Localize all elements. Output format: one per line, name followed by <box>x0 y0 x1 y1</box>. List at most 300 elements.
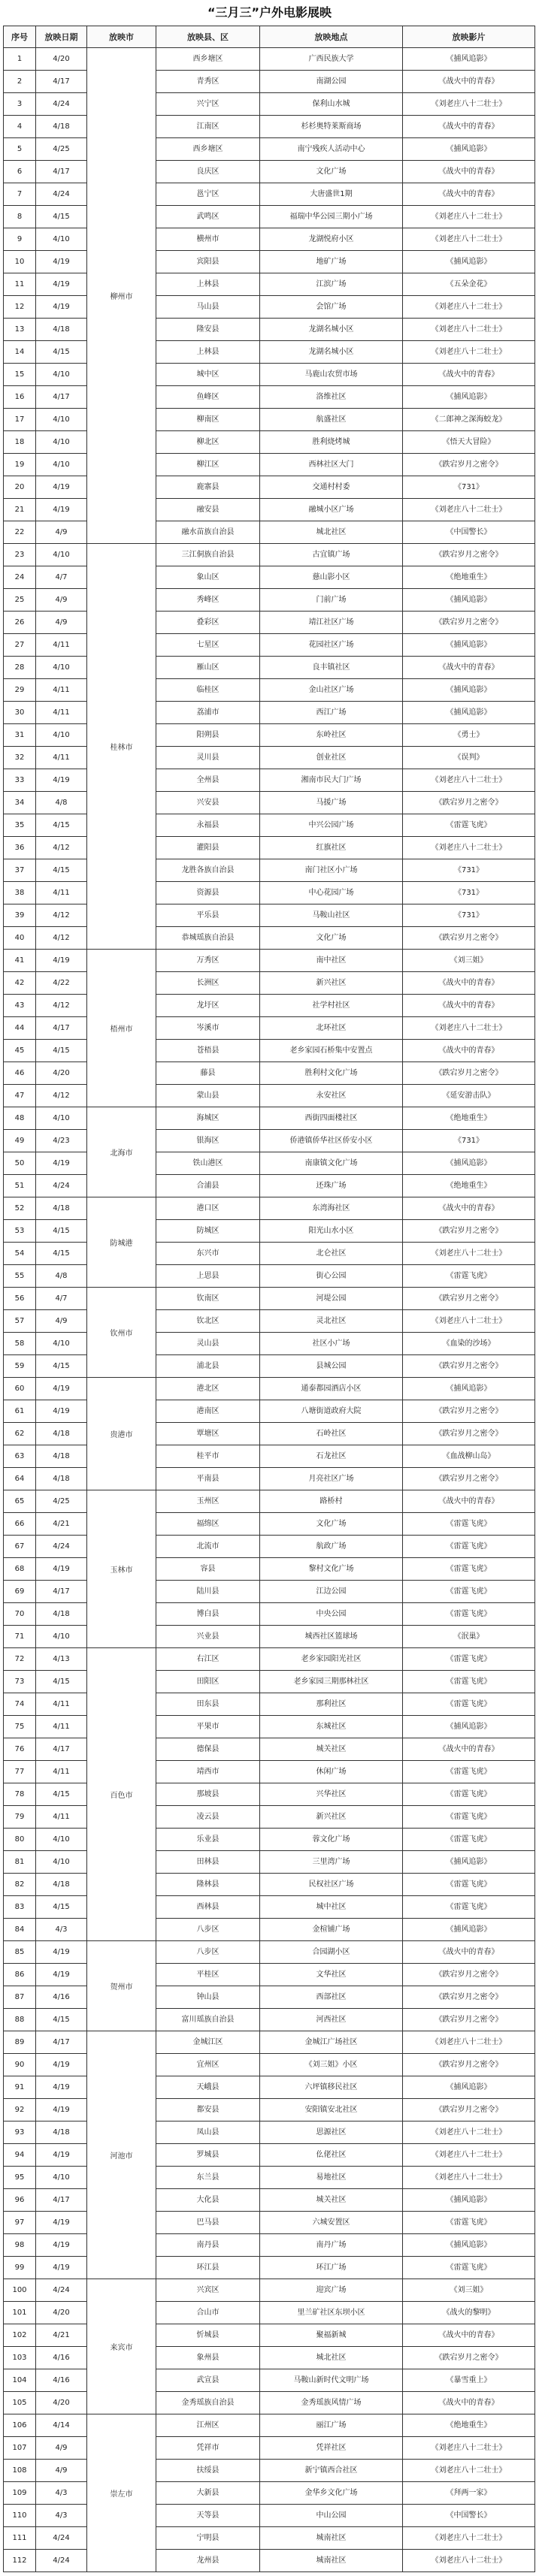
film-cell: 《雷霆飞虎》 <box>403 1693 535 1716</box>
location-cell: 休闲广场 <box>260 1761 403 1783</box>
header-county: 放映县、区 <box>156 26 260 48</box>
county-cell: 兴宾区 <box>156 2279 260 2302</box>
header-index: 序号 <box>3 26 36 48</box>
film-cell: 《捕风追影》 <box>403 48 535 71</box>
county-cell: 柳南区 <box>156 409 260 431</box>
date-cell: 4/20 <box>36 48 87 71</box>
index-cell: 30 <box>3 702 36 724</box>
date-cell: 4/17 <box>36 1017 87 1040</box>
index-cell: 19 <box>3 454 36 476</box>
date-cell: 4/15 <box>36 1355 87 1378</box>
date-cell: 4/19 <box>36 296 87 319</box>
location-cell: 聚福新城 <box>260 2324 403 2347</box>
index-cell: 83 <box>3 1896 36 1919</box>
table-row <box>3 1175 535 1197</box>
film-cell: 《刘老庄八十二壮士》 <box>403 2122 535 2144</box>
county-cell: 平桂区 <box>156 1964 260 1986</box>
location-cell: 花园社区广场 <box>260 634 403 657</box>
film-cell: 《捕风追影》 <box>403 679 535 702</box>
date-cell: 4/18 <box>36 1445 87 1468</box>
film-cell: 《捕风追影》 <box>403 1716 535 1738</box>
film-cell: 《刘老庄八十二壮士》 <box>403 2144 535 2167</box>
county-cell: 凭祥市 <box>156 2437 260 2460</box>
location-cell: 中山公园 <box>260 2505 403 2527</box>
index-cell: 91 <box>3 2076 36 2099</box>
index-cell: 47 <box>3 1085 36 1107</box>
table-row <box>3 2212 535 2234</box>
table-row <box>3 2347 535 2369</box>
index-cell: 103 <box>3 2347 36 2369</box>
film-cell: 《勇士》 <box>403 724 535 747</box>
film-cell: 《战火中的青春》 <box>403 972 535 995</box>
film-cell: 《战火中的青春》 <box>403 116 535 138</box>
county-cell: 大化县 <box>156 2189 260 2212</box>
table-row <box>3 319 535 341</box>
index-cell: 106 <box>3 2414 36 2437</box>
header-film: 放映影片 <box>403 26 535 48</box>
county-cell: 田阳区 <box>156 1671 260 1693</box>
location-cell: 马援广场 <box>260 792 403 814</box>
location-cell: 江边公园 <box>260 1581 403 1603</box>
index-cell: 37 <box>3 859 36 882</box>
location-cell: 胜利烧烤城 <box>260 431 403 454</box>
location-cell: 还珠广场 <box>260 1175 403 1197</box>
header-city: 放映市 <box>87 26 156 48</box>
table-row <box>3 364 535 386</box>
index-cell: 69 <box>3 1581 36 1603</box>
date-cell: 4/3 <box>36 2505 87 2527</box>
film-cell: 《刘老庄八十二壮士》 <box>403 296 535 319</box>
date-cell: 4/3 <box>36 2482 87 2505</box>
location-cell: 新兴社区 <box>260 972 403 995</box>
date-cell: 4/17 <box>36 161 87 183</box>
film-cell: 《战火中的青春》 <box>403 995 535 1017</box>
index-cell: 54 <box>3 1243 36 1265</box>
index-cell: 50 <box>3 1152 36 1175</box>
table-row <box>3 566 535 589</box>
location-cell: 西部社区 <box>260 1986 403 2009</box>
table-row <box>3 1288 535 1310</box>
index-cell: 66 <box>3 1513 36 1536</box>
location-cell: 社区小广场 <box>260 1333 403 1355</box>
county-cell: 青秀区 <box>156 71 260 93</box>
table-row <box>3 859 535 882</box>
film-cell: 《雷霆飞虎》 <box>403 1603 535 1626</box>
county-cell: 天等县 <box>156 2505 260 2527</box>
location-cell: 慈山影小区 <box>260 566 403 589</box>
index-cell: 72 <box>3 1648 36 1671</box>
index-cell: 43 <box>3 995 36 1017</box>
table-row <box>3 1130 535 1152</box>
county-cell: 上林县 <box>156 341 260 364</box>
county-cell: 平果市 <box>156 1716 260 1738</box>
date-cell: 4/25 <box>36 138 87 161</box>
table-row <box>3 2482 535 2505</box>
table-row <box>3 1986 535 2009</box>
film-cell: 《731》 <box>403 859 535 882</box>
date-cell: 4/9 <box>36 521 87 544</box>
date-cell: 4/15 <box>36 341 87 364</box>
date-cell: 4/9 <box>36 612 87 634</box>
location-cell: 月亮社区广场 <box>260 1468 403 1490</box>
index-cell: 9 <box>3 228 36 251</box>
location-cell: 侨港镇侨华社区侨安小区 <box>260 1130 403 1152</box>
location-cell: 城北社区 <box>260 2347 403 2369</box>
date-cell: 4/18 <box>36 1423 87 1445</box>
date-cell: 4/19 <box>36 2212 87 2234</box>
county-cell: 南丹县 <box>156 2234 260 2257</box>
index-cell: 8 <box>3 206 36 228</box>
location-cell: 城关社区 <box>260 2189 403 2212</box>
location-cell: 通泰都园酒店小区 <box>260 1378 403 1400</box>
film-cell: 《731》 <box>403 882 535 904</box>
county-cell: 田林县 <box>156 1851 260 1874</box>
film-cell: 《战火中的青春》 <box>403 71 535 93</box>
table-row <box>3 702 535 724</box>
date-cell: 4/24 <box>36 183 87 206</box>
index-cell: 61 <box>3 1400 36 1423</box>
date-cell: 4/8 <box>36 1265 87 1288</box>
film-cell: 《雷霆飞虎》 <box>403 1761 535 1783</box>
film-cell: 《雷霆飞虎》 <box>403 1581 535 1603</box>
index-cell: 105 <box>3 2392 36 2414</box>
county-cell: 北流市 <box>156 1536 260 1558</box>
county-cell: 龙胜各族自治县 <box>156 859 260 882</box>
date-cell: 4/7 <box>36 566 87 589</box>
table-row <box>3 769 535 792</box>
index-cell: 11 <box>3 273 36 296</box>
date-cell: 4/19 <box>36 1378 87 1400</box>
county-cell: 港口区 <box>156 1197 260 1220</box>
table-row <box>3 1040 535 1062</box>
location-cell: 文化广场 <box>260 161 403 183</box>
county-cell: 八步区 <box>156 1919 260 1941</box>
date-cell: 4/17 <box>36 386 87 409</box>
table-row <box>3 1851 535 1874</box>
film-cell: 《战火中的青春》 <box>403 161 535 183</box>
screening-table <box>3 26 535 2572</box>
table-row <box>3 1445 535 1468</box>
film-cell: 《雷霆飞虎》 <box>403 1558 535 1581</box>
film-cell: 《捕风追影》 <box>403 386 535 409</box>
location-cell: 六坪镇移民社区 <box>260 2076 403 2099</box>
county-cell: 武宣县 <box>156 2369 260 2392</box>
film-cell: 《战火中的青春》 <box>403 657 535 679</box>
film-cell: 《跌宕岁月之密令》 <box>403 612 535 634</box>
location-cell: 《刘三姐》小区 <box>260 2054 403 2076</box>
date-cell: 4/15 <box>36 1896 87 1919</box>
date-cell: 4/18 <box>36 319 87 341</box>
date-cell: 4/19 <box>36 950 87 972</box>
table-row <box>3 544 535 566</box>
table-row <box>3 1536 535 1558</box>
date-cell: 4/11 <box>36 702 87 724</box>
film-cell: 《雷霆飞虎》 <box>403 814 535 837</box>
location-cell: 交通村村委 <box>260 476 403 499</box>
table-row <box>3 2099 535 2122</box>
table-row <box>3 116 535 138</box>
index-cell: 86 <box>3 1964 36 1986</box>
index-cell: 3 <box>3 93 36 116</box>
film-cell: 《刘老庄八十二壮士》 <box>403 2527 535 2550</box>
county-cell: 德保县 <box>156 1738 260 1761</box>
index-cell: 57 <box>3 1310 36 1333</box>
date-cell: 4/18 <box>36 116 87 138</box>
date-cell: 4/12 <box>36 1085 87 1107</box>
date-cell: 4/18 <box>36 2122 87 2144</box>
location-cell: 城中社区 <box>260 1896 403 1919</box>
date-cell: 4/16 <box>36 2369 87 2392</box>
table-row <box>3 589 535 612</box>
table-row <box>3 1693 535 1716</box>
table-row <box>3 2031 535 2054</box>
county-cell: 雁山区 <box>156 657 260 679</box>
location-cell: 阳光山水小区 <box>260 1220 403 1243</box>
index-cell: 2 <box>3 71 36 93</box>
city-group-cell: 崇左市 <box>87 2414 156 2572</box>
county-cell: 江南区 <box>156 116 260 138</box>
table-row <box>3 950 535 972</box>
location-cell: 航盛社区 <box>260 409 403 431</box>
date-cell: 4/19 <box>36 2144 87 2167</box>
date-cell: 4/11 <box>36 679 87 702</box>
film-cell: 《悟天大冒险》 <box>403 431 535 454</box>
index-cell: 33 <box>3 769 36 792</box>
date-cell: 4/17 <box>36 2031 87 2054</box>
film-cell: 《跌宕岁月之密令》 <box>403 2099 535 2122</box>
index-cell: 112 <box>3 2550 36 2572</box>
film-cell: 《绝地重生》 <box>403 2414 535 2437</box>
date-cell: 4/19 <box>36 1941 87 1964</box>
county-cell: 铁山港区 <box>156 1152 260 1175</box>
county-cell: 城中区 <box>156 364 260 386</box>
date-cell: 4/19 <box>36 2234 87 2257</box>
film-cell: 《战火中的青春》 <box>403 1941 535 1964</box>
index-cell: 87 <box>3 1986 36 2009</box>
film-cell: 《泯巢》 <box>403 1626 535 1648</box>
film-cell: 《刘三姐》 <box>403 2279 535 2302</box>
index-cell: 85 <box>3 1941 36 1964</box>
county-cell: 忻城县 <box>156 2324 260 2347</box>
index-cell: 89 <box>3 2031 36 2054</box>
location-cell: 古宜镇广场 <box>260 544 403 566</box>
city-group-cell: 来宾市 <box>87 2279 156 2414</box>
date-cell: 4/9 <box>36 2437 87 2460</box>
table-row <box>3 1761 535 1783</box>
film-cell: 《刘老庄八十二壮士》 <box>403 769 535 792</box>
film-cell: 《捕风追影》 <box>403 2234 535 2257</box>
date-cell: 4/21 <box>36 1513 87 1536</box>
county-cell: 港南区 <box>156 1400 260 1423</box>
index-cell: 59 <box>3 1355 36 1378</box>
date-cell: 4/12 <box>36 904 87 927</box>
index-cell: 55 <box>3 1265 36 1288</box>
table-row <box>3 183 535 206</box>
table-row <box>3 679 535 702</box>
table-row <box>3 2122 535 2144</box>
county-cell: 港北区 <box>156 1378 260 1400</box>
index-cell: 40 <box>3 927 36 950</box>
index-cell: 100 <box>3 2279 36 2302</box>
film-cell: 《战火中的青春》 <box>403 1738 535 1761</box>
table-row <box>3 1197 535 1220</box>
county-cell: 罗城县 <box>156 2144 260 2167</box>
county-cell: 覃塘区 <box>156 1423 260 1445</box>
date-cell: 4/24 <box>36 2527 87 2550</box>
date-cell: 4/13 <box>36 1648 87 1671</box>
location-cell: 湘南市民大门广场 <box>260 769 403 792</box>
film-cell: 《刘三姐》 <box>403 950 535 972</box>
table-row <box>3 1626 535 1648</box>
date-cell: 4/17 <box>36 71 87 93</box>
county-cell: 博白县 <box>156 1603 260 1626</box>
county-cell: 阳朔县 <box>156 724 260 747</box>
table-row <box>3 927 535 950</box>
county-cell: 平乐县 <box>156 904 260 927</box>
film-cell: 《跌宕岁月之密令》 <box>403 1423 535 1445</box>
film-cell: 《跌宕岁月之密令》 <box>403 1400 535 1423</box>
table-row <box>3 657 535 679</box>
index-cell: 45 <box>3 1040 36 1062</box>
location-cell: 仫佬社区 <box>260 2144 403 2167</box>
index-cell: 49 <box>3 1130 36 1152</box>
location-cell: 创业社区 <box>260 747 403 769</box>
index-cell: 27 <box>3 634 36 657</box>
index-cell: 70 <box>3 1603 36 1626</box>
county-cell: 陆川县 <box>156 1581 260 1603</box>
date-cell: 4/19 <box>36 2076 87 2099</box>
date-cell: 4/17 <box>36 1581 87 1603</box>
film-cell: 《捕风追影》 <box>403 251 535 273</box>
index-cell: 111 <box>3 2527 36 2550</box>
film-cell: 《雷霆飞虎》 <box>403 1829 535 1851</box>
index-cell: 32 <box>3 747 36 769</box>
index-cell: 34 <box>3 792 36 814</box>
location-cell: 合园湖小区 <box>260 1941 403 1964</box>
date-cell: 4/18 <box>36 1468 87 1490</box>
date-cell: 4/10 <box>36 409 87 431</box>
county-cell: 合山市 <box>156 2302 260 2324</box>
film-cell: 《跌宕岁月之密令》 <box>403 1468 535 1490</box>
location-cell: 城南社区 <box>260 2527 403 2550</box>
index-cell: 74 <box>3 1693 36 1716</box>
location-cell: 靖江社区广场 <box>260 612 403 634</box>
date-cell: 4/10 <box>36 724 87 747</box>
location-cell: 里兰矿社区东坝小区 <box>260 2302 403 2324</box>
index-cell: 12 <box>3 296 36 319</box>
county-cell: 蒙山县 <box>156 1085 260 1107</box>
city-group-cell: 防城港 <box>87 1197 156 1288</box>
index-cell: 88 <box>3 2009 36 2031</box>
film-cell: 《刘老庄八十二壮士》 <box>403 93 535 116</box>
table-row <box>3 2167 535 2189</box>
date-cell: 4/12 <box>36 995 87 1017</box>
table-header <box>3 26 535 48</box>
city-group-cell: 贺州市 <box>87 1941 156 2031</box>
table-row <box>3 2189 535 2212</box>
county-cell: 田东县 <box>156 1693 260 1716</box>
county-cell: 环江县 <box>156 2257 260 2279</box>
table-row <box>3 2392 535 2414</box>
date-cell: 4/24 <box>36 2279 87 2302</box>
county-cell: 钦南区 <box>156 1288 260 1310</box>
film-cell: 《跌宕岁月之密令》 <box>403 927 535 950</box>
date-cell: 4/12 <box>36 927 87 950</box>
film-cell: 《绝地重生》 <box>403 1107 535 1130</box>
date-cell: 4/16 <box>36 2347 87 2369</box>
table-row <box>3 1062 535 1085</box>
table-row <box>3 634 535 657</box>
location-cell: 西江广场 <box>260 702 403 724</box>
film-cell: 《雷霆飞虎》 <box>403 2257 535 2279</box>
index-cell: 64 <box>3 1468 36 1490</box>
index-cell: 5 <box>3 138 36 161</box>
index-cell: 26 <box>3 612 36 634</box>
index-cell: 92 <box>3 2099 36 2122</box>
city-group-cell: 钦州市 <box>87 1288 156 1378</box>
county-cell: 象州县 <box>156 2347 260 2369</box>
location-cell: 环江广场 <box>260 2257 403 2279</box>
film-cell: 《雷霆飞虎》 <box>403 2212 535 2234</box>
index-cell: 107 <box>3 2437 36 2460</box>
index-cell: 76 <box>3 1738 36 1761</box>
index-cell: 63 <box>3 1445 36 1468</box>
county-cell: 浦北县 <box>156 1355 260 1378</box>
film-cell: 《雷霆飞虎》 <box>403 1265 535 1288</box>
county-cell: 永福县 <box>156 814 260 837</box>
location-cell: 思源社区 <box>260 2122 403 2144</box>
index-cell: 20 <box>3 476 36 499</box>
location-cell: 金楦铺广场 <box>260 1919 403 1941</box>
location-cell: 南中社区 <box>260 950 403 972</box>
location-cell: 灵北社区 <box>260 1310 403 1333</box>
table-row <box>3 2076 535 2099</box>
index-cell: 44 <box>3 1017 36 1040</box>
film-cell: 《捕风追影》 <box>403 2076 535 2099</box>
film-cell: 《捕风追影》 <box>403 702 535 724</box>
table-row <box>3 1355 535 1378</box>
county-cell: 合浦县 <box>156 1175 260 1197</box>
county-cell: 鱼峰区 <box>156 386 260 409</box>
film-cell: 《捕风追影》 <box>403 138 535 161</box>
table-row <box>3 409 535 431</box>
film-cell: 《雷霆飞虎》 <box>403 1896 535 1919</box>
date-cell: 4/19 <box>36 2099 87 2122</box>
county-cell: 凤山县 <box>156 2122 260 2144</box>
date-cell: 4/10 <box>36 1333 87 1355</box>
table-row <box>3 2460 535 2482</box>
date-cell: 4/15 <box>36 859 87 882</box>
date-cell: 4/11 <box>36 1806 87 1829</box>
index-cell: 96 <box>3 2189 36 2212</box>
page-title: “三月三”户外电影展映 <box>207 5 332 20</box>
film-cell: 《雷霆飞虎》 <box>403 1648 535 1671</box>
table-row <box>3 2144 535 2167</box>
film-cell: 《战火中的青春》 <box>403 183 535 206</box>
table-row <box>3 1378 535 1400</box>
location-cell: 金秀瑶族风情广场 <box>260 2392 403 2414</box>
location-cell: 三里湾广场 <box>260 1851 403 1874</box>
location-cell: 中央公园 <box>260 1603 403 1626</box>
table-row <box>3 2324 535 2347</box>
film-cell: 《刘老庄八十二壮士》 <box>403 1017 535 1040</box>
date-cell: 4/19 <box>36 769 87 792</box>
table-row <box>3 1581 535 1603</box>
film-cell: 《战火中的青春》 <box>403 2324 535 2347</box>
film-cell: 《捕风追影》 <box>403 2189 535 2212</box>
city-group-cell: 柳州市 <box>87 48 156 544</box>
county-cell: 资源县 <box>156 882 260 904</box>
